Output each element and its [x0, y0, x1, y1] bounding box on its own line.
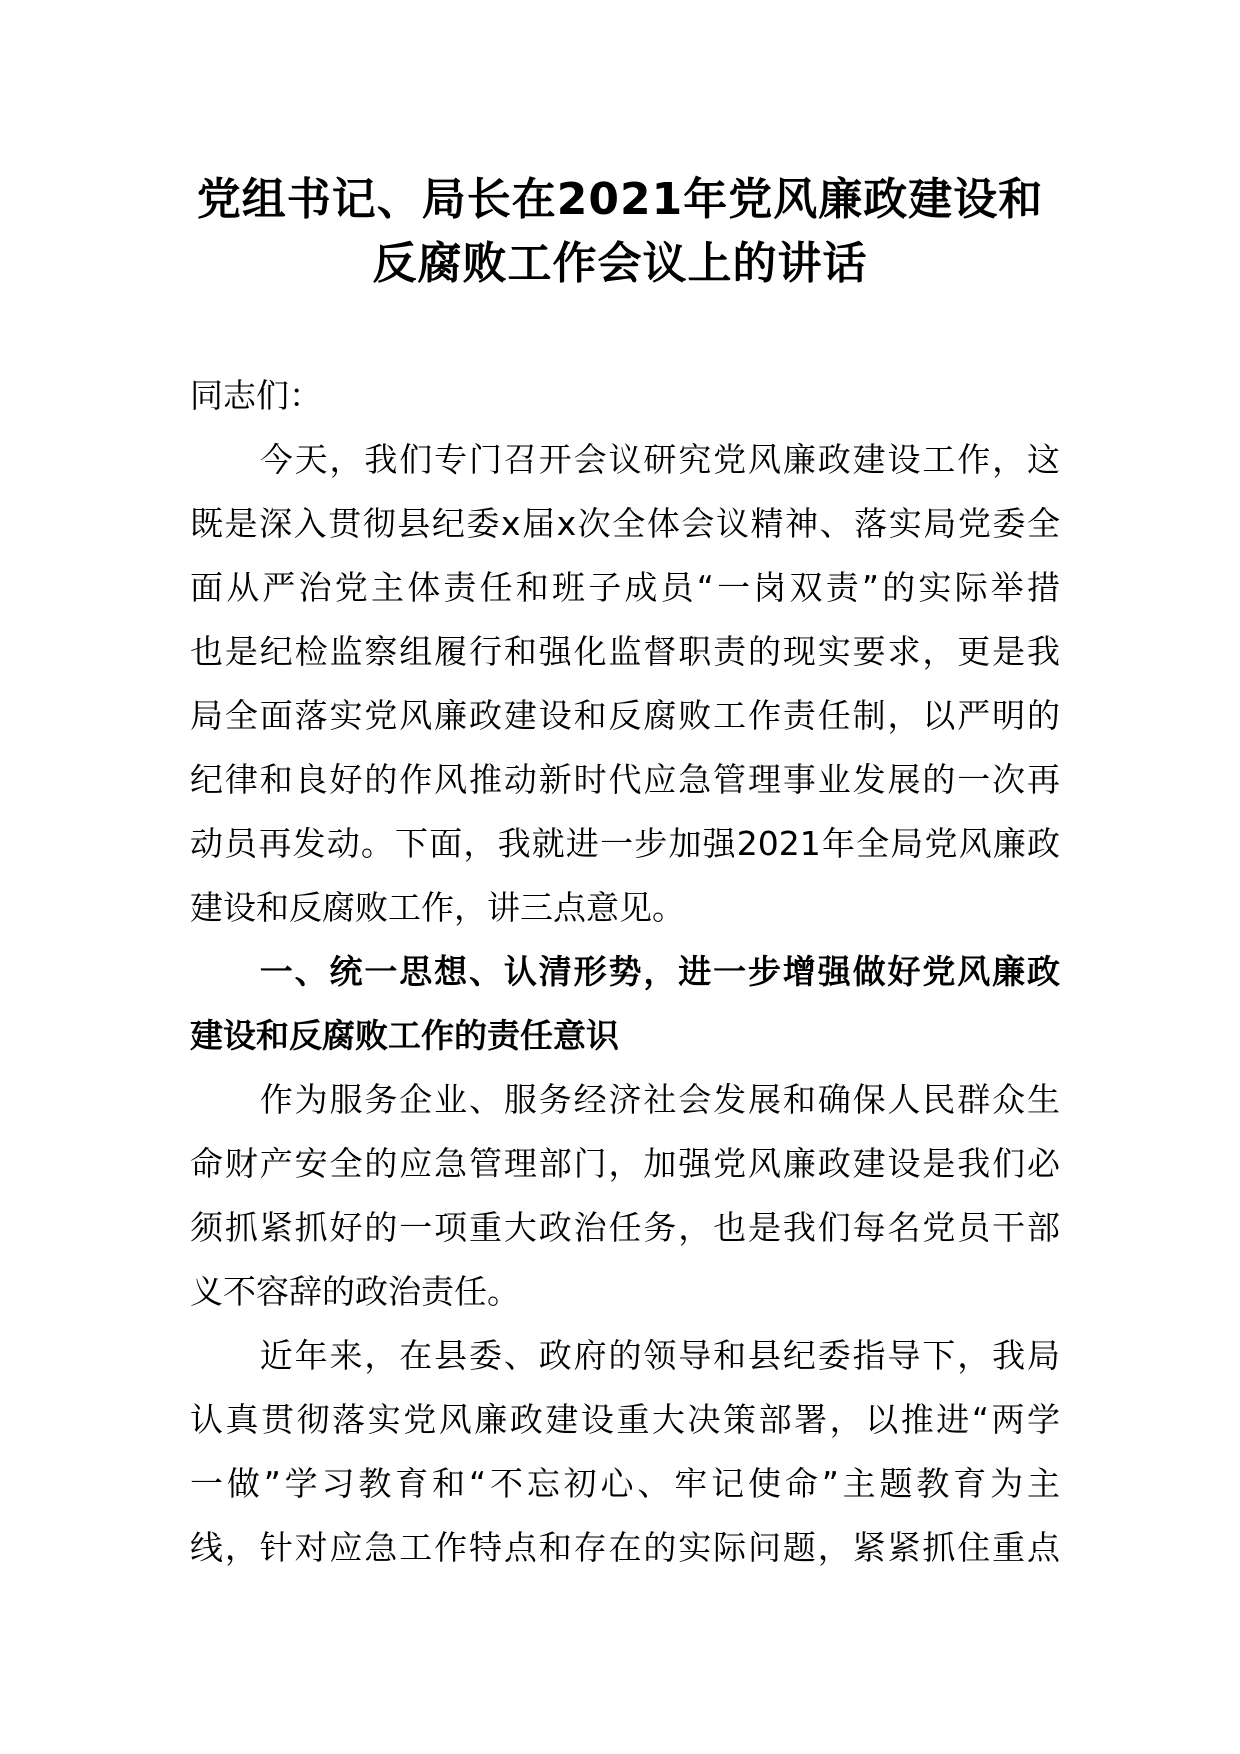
- paragraph-line: 义不容辞的政治责任。: [190, 1272, 520, 1311]
- salutation: 同志们：: [190, 376, 322, 415]
- paragraph-line: 一做”学习教育和“不忘初心、牢记使命”主题教育为主: [190, 1464, 1060, 1503]
- paragraph-line: 动员再发动。下面，我就进一步加强2021年全局党风廉政: [190, 824, 1060, 863]
- paragraph-line: 命财产安全的应急管理部门，加强党风廉政建设是我们必: [190, 1144, 1060, 1183]
- paragraph-line: 线，针对应急工作特点和存在的实际问题，紧紧抓住重点: [190, 1528, 1060, 1567]
- paragraph-line: 面从严治党主体责任和班子成员“一岗双责”的实际举措: [190, 568, 1060, 607]
- title-line-1: 党组书记、局长在2021年党风廉政建设和: [196, 174, 1044, 225]
- paragraph-line: 纪律和良好的作风推动新时代应急管理事业发展的一次再: [190, 760, 1060, 799]
- title-line-2: 反腐败工作会议上的讲话: [372, 238, 868, 289]
- paragraph-line: 也是纪检监察组履行和强化监督职责的现实要求，更是我: [190, 632, 1060, 671]
- paragraph-line: 局全面落实党风廉政建设和反腐败工作责任制，以严明的: [190, 696, 1060, 735]
- section-heading-line: 建设和反腐败工作的责任意识: [190, 1016, 619, 1055]
- paragraph-line: 认真贯彻落实党风廉政建设重大决策部署，以推进“两学: [190, 1400, 1060, 1439]
- paragraph-line: 既是深入贯彻县纪委x届x次全体会议精神、落实局党委全: [190, 504, 1060, 543]
- paragraph-line: 今天，我们专门召开会议研究党风廉政建设工作，这: [190, 440, 1060, 479]
- section-heading-line: 一、统一思想、认清形势，进一步增强做好党风廉政: [190, 952, 1060, 991]
- paragraph-line: 建设和反腐败工作，讲三点意见。: [190, 888, 685, 927]
- paragraph-line: 近年来，在县委、政府的领导和县纪委指导下，我局: [190, 1336, 1060, 1375]
- paragraph-line: 作为服务企业、服务经济社会发展和确保人民群众生: [190, 1080, 1060, 1119]
- paragraph-line: 须抓紧抓好的一项重大政治任务，也是我们每名党员干部: [190, 1208, 1060, 1247]
